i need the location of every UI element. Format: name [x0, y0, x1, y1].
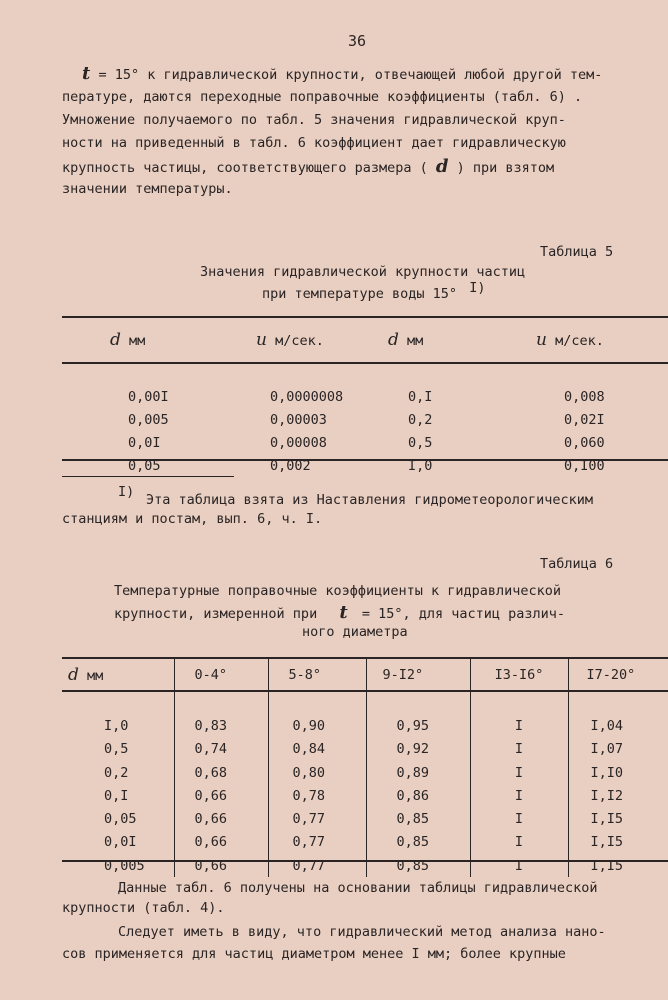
table6-title-line1: Температурные поправочные коэффициенты к гидравлической — [114, 583, 562, 599]
table-row: 0,5 0,74 0,84 0,92 I I,07 — [62, 738, 668, 761]
table6 — [62, 659, 668, 877]
footnote-mark: I) — [118, 484, 135, 500]
footnote-line-2: станциям и постам, вып. 6, ч. I. — [62, 511, 323, 527]
table5-label: Таблица 5 — [540, 244, 614, 260]
table-row: 0,00I 0,0000008 0,I 0,008 — [128, 388, 605, 405]
table6-label: Таблица 6 — [540, 556, 614, 572]
symbol-t: t — [339, 602, 348, 623]
symbol-d: d — [435, 156, 449, 177]
table-row: 0,0I 0,00008 0,5 0,060 — [128, 434, 605, 451]
table6-header-col-4: I3-I6° — [470, 659, 568, 691]
page-number: 36 — [348, 32, 367, 50]
table-row: 0,05 0,002 I,0 0,I00 — [128, 457, 605, 474]
table-row: I,0 0,83 0,90 0,95 I I,04 — [62, 714, 668, 737]
table6-header-d: d мм — [68, 665, 104, 685]
table5-header-u2: u м/сек. — [536, 330, 604, 350]
table-row: 0,005 0,66 0,77 0,85 I I,I5 — [62, 854, 668, 877]
table5-footnote-ref: I) — [469, 280, 486, 296]
table-row: 0,2 0,68 0,80 0,89 I I,I0 — [62, 761, 668, 784]
closing-line-4: сов применяется для частиц диаметром менее I мм; более крупные — [62, 946, 566, 962]
table5-title-line2: при температуре воды 15° I) — [262, 280, 486, 302]
table6-header-col-1: 0-4° — [174, 659, 268, 691]
intro-line-4: ности на приведенный в табл. 6 коэффициент дает гидравлическую — [62, 135, 566, 151]
table5 — [80, 318, 668, 477]
table5-header-u1: u м/сек. — [256, 330, 324, 350]
table5-header-row — [80, 318, 668, 362]
table6-header-col-5: I7-20° — [568, 659, 668, 691]
table6-title-line3: ного диаметра — [302, 624, 408, 640]
symbol-t: t — [82, 63, 91, 84]
table5-header-d1: d мм — [110, 330, 146, 350]
table-row: 0,005 0,00003 0,2 0,02I — [128, 411, 605, 428]
table6-header-col-3: 9-I2° — [366, 659, 470, 691]
table5-title-line1: Значения гидравлической крупности частиц — [200, 264, 526, 280]
footnote-line-1: Эта таблица взята из Наставления гидрометеорологическим — [146, 492, 594, 508]
table-row: 0,0I 0,66 0,77 0,85 I I,I5 — [62, 831, 668, 854]
closing-line-2: крупности (табл. 4). — [62, 900, 225, 916]
table6-header-col-2: 5-8° — [268, 659, 366, 691]
table6-header-row — [62, 659, 668, 691]
footnote-rule — [62, 476, 234, 477]
table-row: 0,I 0,66 0,78 0,86 I I,I2 — [62, 784, 668, 807]
intro-line-3: Умножение получаемого по табл. 5 значения гидравлической круп- — [62, 112, 566, 128]
closing-line-3: Следует иметь в виду, что гидравлический метод анализа нано- — [118, 924, 606, 940]
intro-line-6: значении температуры. — [62, 181, 233, 197]
table-row: 0,05 0,66 0,77 0,85 I I,I5 — [62, 807, 668, 830]
table6-title-line2: крупности, измеренной при t = 15°, для частиц различ- — [114, 602, 566, 623]
closing-line-1: Данные табл. 6 получены на основании таблицы гидравлической — [118, 880, 598, 896]
intro-line-5: крупность частицы, соответствующего размера ( d ) при взятом — [62, 156, 555, 177]
intro-line-1: t = 15° к гидравлической крупности, отвечающей любой другой тем- — [82, 63, 603, 84]
intro-line-2: пературе, даются переходные поправочные коэффициенты (табл. 6) . — [62, 89, 583, 105]
table5-header-d2: d мм — [388, 330, 424, 350]
